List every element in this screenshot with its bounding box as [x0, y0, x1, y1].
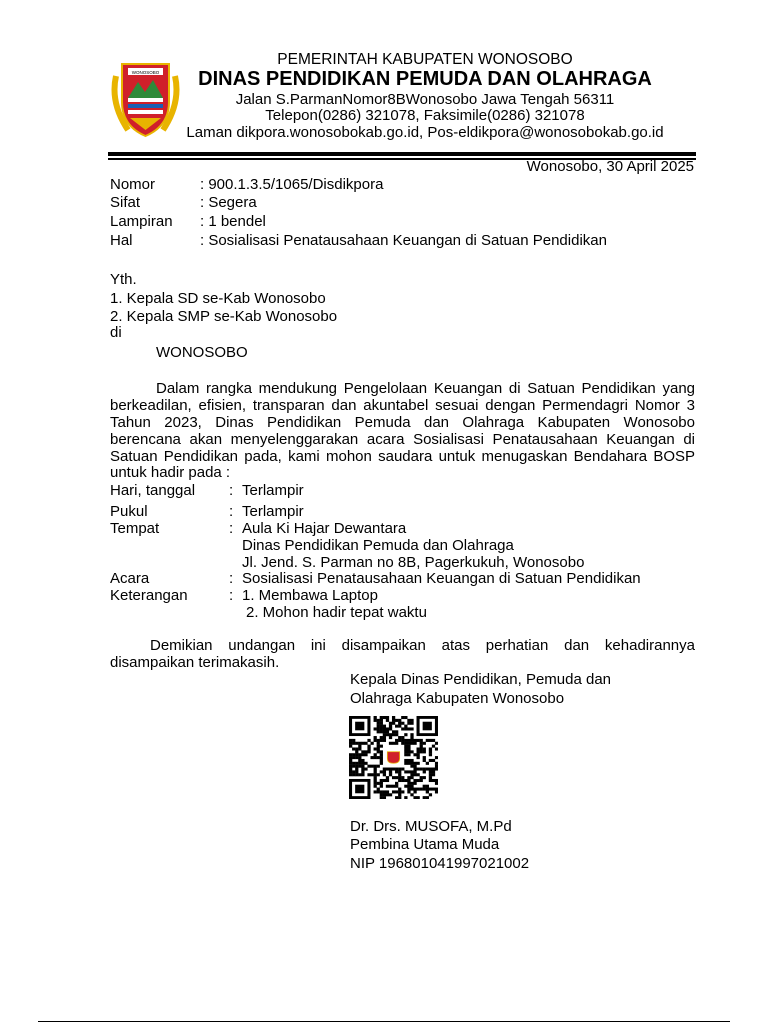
detail-colon: :	[229, 520, 234, 537]
closing-line-2: disampaikan terimakasih.	[110, 654, 280, 671]
detail-colon: :	[229, 482, 234, 499]
closing-line-1: Demikian undangan ini disampaikan atas perhatian dan kehadirannya	[150, 637, 695, 654]
meta-label-nomor: Nomor	[110, 176, 156, 193]
signer-title-2: Olahraga Kabupaten Wonosobo	[350, 690, 565, 707]
recipient-di: di	[110, 324, 122, 341]
meta-label-sifat: Sifat	[110, 194, 141, 211]
page-bottom-rule	[38, 1021, 730, 1022]
signer-name: Dr. Drs. MUSOFA, M.Pd	[350, 818, 512, 835]
meta-label-lampiran: Lampiran	[110, 213, 173, 230]
office-name: DINAS PENDIDIKAN PEMUDA DAN OLAHRAGA	[198, 68, 652, 90]
government-name: PEMERINTAH KABUPATEN WONOSOBO	[277, 51, 573, 68]
body-line-4: berencana akan menyelenggarakan acara Sosialisasi Penatausahaan Keuangan di	[110, 431, 695, 448]
detail-value: Jl. Jend. S. Parman no 8B, Pagerkukuh, Wonosobo	[242, 554, 585, 571]
header-rule-thick	[108, 152, 696, 156]
detail-value: Terlampir	[242, 503, 304, 520]
detail-label: Tempat	[110, 520, 160, 537]
meta-value-lampiran: : 1 bendel	[200, 213, 266, 230]
recipient-place: WONOSOBO	[156, 344, 248, 361]
detail-value: Dinas Pendidikan Pemuda dan Olahraga	[242, 537, 514, 554]
body-line-6: untuk hadir pada :	[110, 464, 231, 481]
signer-nip: NIP 196801041997021002	[350, 855, 530, 872]
recipient-1: 1. Kepala SD se-Kab Wonosobo	[110, 290, 326, 307]
body-line-2: berkeadilan, efisien, transparan dan akuntabel sesuai dengan Permendagri Nomor 3	[110, 397, 695, 414]
detail-colon: :	[229, 503, 234, 520]
signer-title-1: Kepala Dinas Pendidikan, Pemuda dan	[350, 671, 612, 688]
meta-value-sifat: : Segera	[200, 194, 257, 211]
signer-rank: Pembina Utama Muda	[350, 836, 500, 853]
detail-label: Hari, tanggal	[110, 482, 196, 499]
detail-label: Acara	[110, 570, 150, 587]
logo-text: WONOSOBO	[131, 70, 160, 75]
detail-value: 2. Mohon hadir tepat waktu	[246, 604, 427, 621]
office-address: Jalan S.ParmanNomor8BWonosobo Jawa Tengah 56311	[235, 91, 615, 108]
recipient-yth: Yth.	[110, 271, 137, 288]
meta-value-hal: : Sosialisasi Penatausahaan Keuangan di Satuan Pendidikan	[200, 232, 607, 249]
meta-value-nomor: : 900.1.3.5/1065/Disdikpora	[200, 176, 384, 193]
meta-label-hal: Hal	[110, 232, 133, 249]
recipient-2: 2. Kepala SMP se-Kab Wonosobo	[110, 308, 338, 325]
office-phone: Telepon(0286) 321078, Faksimile(0286) 321078	[265, 107, 585, 124]
detail-colon: :	[229, 587, 234, 604]
detail-label: Pukul	[110, 503, 148, 520]
body-line-1: Dalam rangka mendukung Pengelolaan Keuangan di Satuan Pendidikan yang	[156, 380, 695, 397]
detail-value: Sosialisasi Penatausahaan Keuangan di Satuan Pendidikan	[242, 570, 641, 587]
detail-colon: :	[229, 570, 234, 587]
body-line-5: Satuan Pendidikan pada, kami mohon saudara untuk menugaskan Bendahara BOSP	[110, 448, 695, 465]
detail-value: Aula Ki Hajar Dewantara	[242, 520, 407, 537]
detail-label: Keterangan	[110, 587, 188, 604]
qr-code-image	[349, 716, 438, 799]
detail-value: 1. Membawa Laptop	[242, 587, 378, 604]
office-web: Laman dikpora.wonosobokab.go.id, Pos-eldikpora@wonosobokab.go.id	[186, 124, 664, 141]
body-line-3: Tahun 2023, Dinas Pendidikan Pemuda dan Olahraga Kabupaten Wonosobo	[110, 414, 695, 431]
detail-value: Terlampir	[242, 482, 304, 499]
letter-date: Wonosobo, 30 April 2025	[526, 158, 694, 175]
